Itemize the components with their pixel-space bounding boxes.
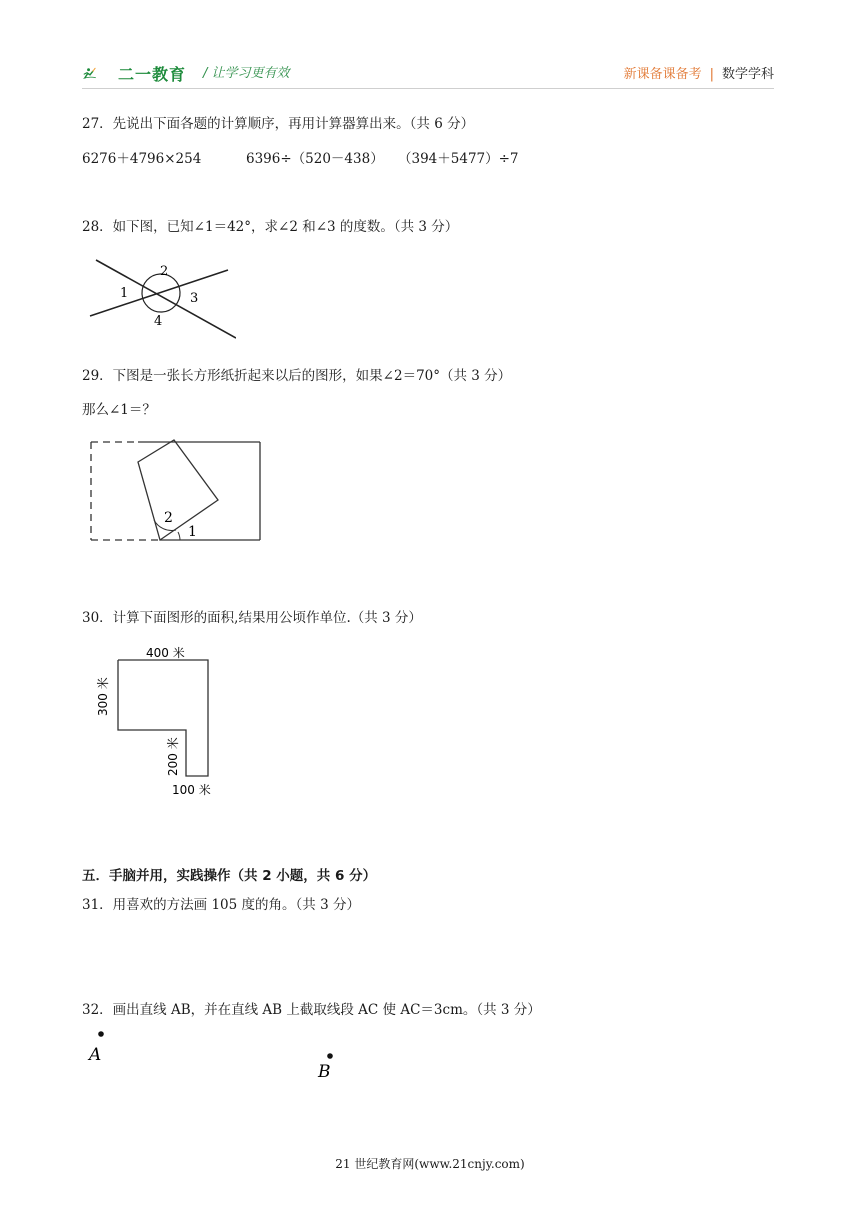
q30-dim-top: 400 米 [146, 646, 185, 660]
header-divider [82, 88, 774, 89]
q30-l-shape-diagram [90, 642, 230, 802]
q29-label-angle-1: 1 [188, 524, 197, 540]
footer: 21 世纪教育网(www.21cnjy.com) [335, 1157, 525, 1171]
header-course-label: 新课备课备考 [623, 67, 702, 82]
q27-expression-3: （394＋5477）÷7 [398, 151, 519, 167]
question-27: 27．先说出下面各题的计算顺序，再用计算器算出来。（共 6 分） [82, 116, 475, 132]
q32-points-diagram [84, 1026, 344, 1082]
q28-label-2: 2 [160, 264, 169, 279]
section-5-title: 五．手脑并用，实践操作（共 2 小题，共 6 分） [82, 868, 377, 884]
q30-dim-left: 300 米 [96, 677, 110, 716]
point-b-dot [327, 1053, 333, 1059]
question-32: 32．画出直线 AB，并在直线 AB 上截取线段 AC 使 AC＝3cm。（共 3 分） [82, 1002, 541, 1018]
q30-dim-bottom: 100 米 [172, 783, 211, 797]
q28-label-4: 4 [154, 314, 163, 329]
q29-label-angle-2: 2 [164, 510, 173, 526]
header-subject-label: 数学学科 [721, 67, 774, 82]
question-30: 30．计算下面图形的面积,结果用公顷作单位.（共 3 分） [82, 610, 422, 626]
q27-expression-1: 6276＋4796×254 [82, 151, 202, 167]
header-right [624, 63, 774, 82]
q27-expression-2: 6396÷（520－438） [246, 151, 384, 167]
slogan: / 让学习更有效 [203, 66, 290, 81]
logo-runner-icon [82, 56, 122, 90]
point-a-dot [98, 1031, 104, 1037]
question-29-subtext: 那么∠1＝？ [82, 402, 156, 418]
header-separator: | [709, 67, 714, 82]
question-28: 28．如下图，已知∠1＝42°，求∠2 和∠3 的度数。（共 3 分） [82, 219, 459, 235]
point-a-label: A [89, 1045, 102, 1065]
question-31: 31．用喜欢的方法画 105 度的角。（共 3 分） [82, 897, 360, 913]
point-b-label: B [318, 1062, 331, 1082]
q28-label-1: 1 [120, 286, 129, 301]
q28-intersecting-lines-diagram [86, 252, 236, 344]
q30-dim-inner: 200 米 [166, 737, 180, 776]
question-29: 29．下图是一张长方形纸折起来以后的图形，如果∠2＝70°（共 3 分） [82, 368, 512, 384]
q29-folded-paper-diagram [88, 438, 264, 546]
q28-label-3: 3 [190, 291, 199, 306]
logo-text: 二一教育 [118, 65, 187, 84]
